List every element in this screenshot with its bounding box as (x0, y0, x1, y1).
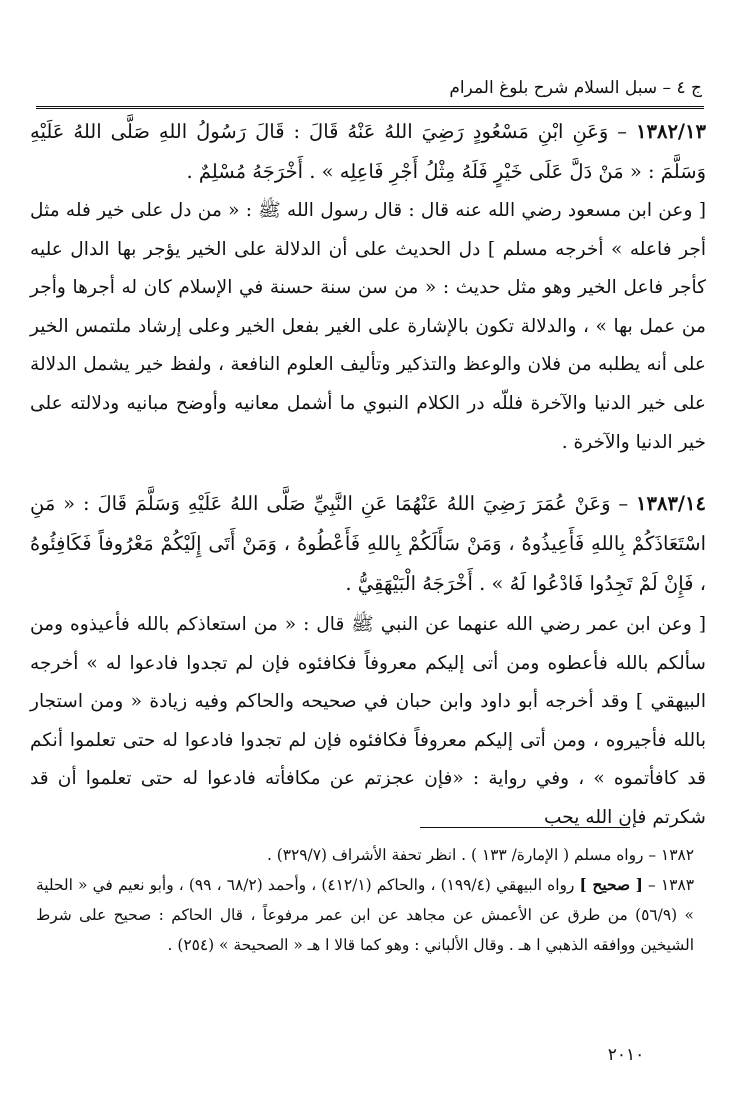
commentary-1383 (30, 606, 706, 838)
footnote-1383-grade: [ صحيح ] (579, 876, 643, 894)
footnotes (36, 840, 706, 960)
commentary-1382-text: [ وعن ابن مسعود رضي الله عنه قال : قال رسول الله ﷺ : « من دل على خير فله مثل أجر فاعله » أخرجه مسلم ] دل الحديث على أن الدلالة على الخير يؤجر بها الدال عليه كأجر فاعل الخير وهو مثل حديث : « من سن سنة حسنة في الإسلام كان له أجرها وأجر من عمل بها » ، والدلالة تكون بالإشارة على الغير بفعل الخير وعلى إرشاد ملتمس الخير على أنه يطلبه من فلان والوعظ والتذكير وتأليف العلوم النافعة ، ولفظ خير يشمل الدلالة على خير الدنيا والآخرة فللّه در الكلام النبوي ما أشمل معانيه وأوضح مبانيه ودلالته على خير الدنيا والآخرة . (30, 200, 706, 453)
hadith-1383 (30, 484, 706, 604)
hadith-1382-number: ١٣٨٢/١٣ (636, 120, 706, 143)
page-number: ٢٠١٠ (607, 1045, 645, 1065)
hadith-1382-paragraph (30, 112, 706, 192)
hadith-1382-text: – وَعَنِ ابْنِ مَسْعُودٍ رَضِيَ اللهُ عَنْهُ قَالَ : قَالَ رَسُولُ اللهِ صَلَّى اللهُ عَلَيْهِ وَسَلَّمَ : « مَنْ دَلَّ عَلَى خَيْرٍ فَلَهُ مِثْلُ أَجْرِ فَاعِلِه » . أَخْرَجَهُ مُسْلِمٌ . (30, 120, 706, 183)
running-header: ج ٤ – سبل السلام شرح بلوغ المرام (449, 78, 702, 98)
hadith-1383-text: – وَعَنْ عُمَرَ رَضِيَ اللهُ عَنْهُمَا عَنِ النَّبِيِّ صَلَّى اللهُ عَلَيْهِ وَسَلَّمَ قَالَ : « مَنِ اسْتَعَاذَكُمْ بِاللهِ فَأَعِيذُوهُ ، وَمَنْ سَأَلَكُمْ بِاللهِ فَأَعْطُوهُ ، وَمَنْ أَتَى إِلَيْكُمْ مَعْرُوفاً فَكَافِئُوهُ ، فَإِنْ لَمْ تَجِدُوا فَادْعُوا لَهُ » . أَخْرَجَهُ الْبَيْهَقِيُّ . (30, 492, 706, 595)
commentary-1382 (30, 192, 706, 462)
commentary-1383-text: [ وعن ابن عمر رضي الله عنهما عن النبي ﷺ قال : « من استعاذكم بالله فأعيذوه ومن سألكم بالله فأعطوه ومن أتى إليكم معروفاً فكافئوه فإن لم تجدوا فادعوا له » أخرجه البيهقي ] وقد أخرجه أبو داود وابن حبان في صحيحه والحاكم وفيه زيادة « ومن استجار بالله فأجيروه ، ومن أتى إليكم معروفاً فكافئوه فإن لم تجدوا فادعوا له حتى تعلموا أنكم قد كافأتموه » ، وفي رواية : «فإن عجزتم عن مكافأته فادعوا له حتى تعلموا أن قد شكرتم فإن الله يحب (30, 614, 706, 828)
footnote-1383-number: ١٣٨٣ – (642, 876, 694, 894)
hadith-1382 (30, 112, 706, 192)
footnote-1383 (36, 870, 694, 960)
footnote-1383-text: رواه البيهقي (١٩٩/٤) ، والحاكم (٤١٢/١) ، وأحمد (٦٨/٢ ، ٩٩) ، وأبو نعيم في « الحلية » (٥٦/٩) من طرق عن الأعمش عن مجاهد عن ابن عمر مرفوعاً ، قال الحاكم : صحيح على شرط الشيخين ووافقه الذهبي ا هـ . وقال الألباني : وهو كما قالا ا هـ « الصحيحة » (٢٥٤) . (36, 876, 694, 954)
header-divider (36, 106, 704, 109)
footnote-1382: ١٣٨٢ – رواه مسلم ( الإمارة/ ١٣٣ ) . انظر تحفة الأشراف (٣٢٩/٧) . (266, 846, 694, 864)
hadith-1383-number: ١٣٨٣/١٤ (636, 492, 706, 515)
footnote-divider (420, 827, 630, 828)
hadith-1383-paragraph (30, 484, 706, 604)
